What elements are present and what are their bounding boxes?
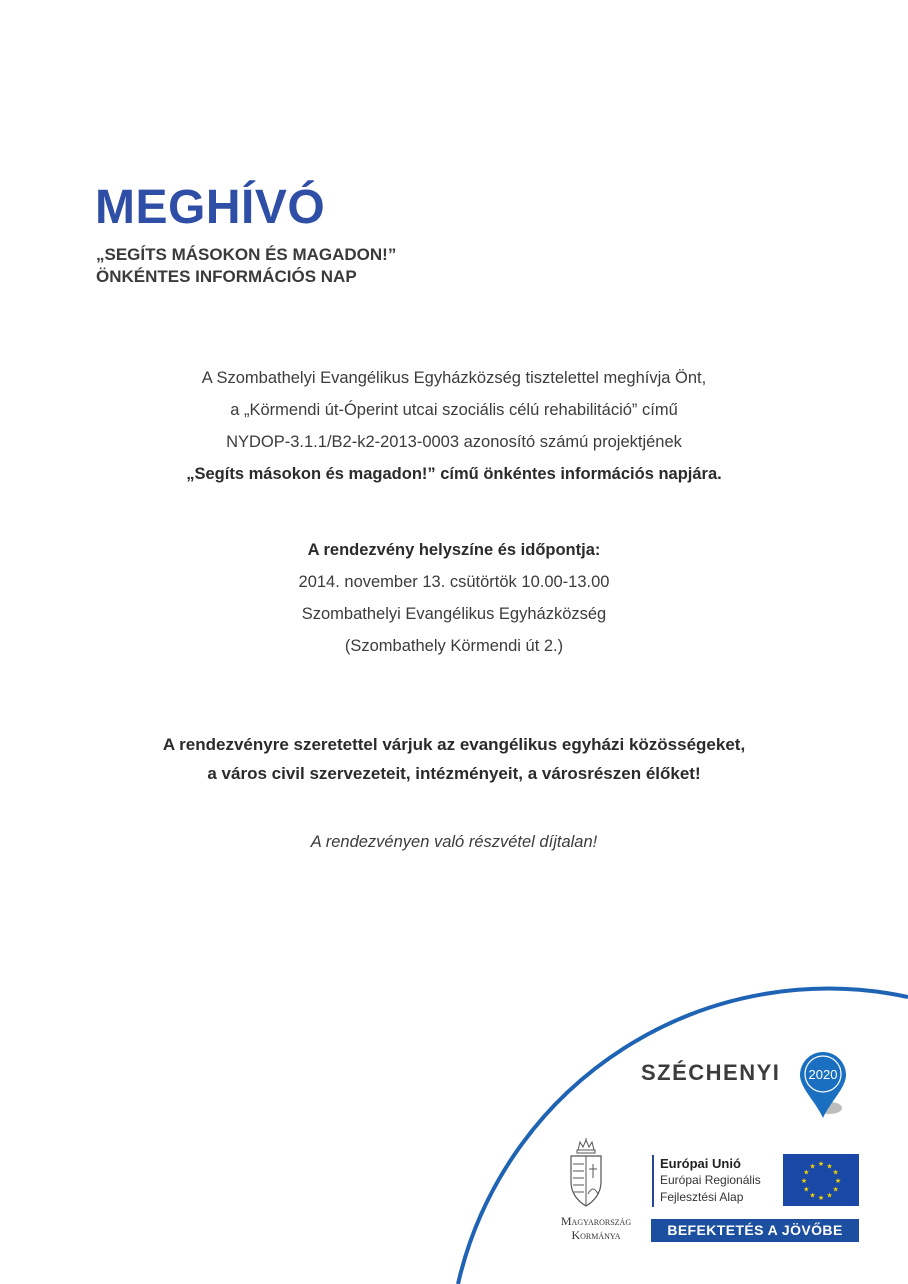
subtitle-line-1: „SEGÍTS MÁSOKON ÉS MAGADON!” bbox=[96, 245, 397, 264]
svg-text:★: ★ bbox=[803, 1185, 810, 1194]
eu-line-3: Fejlesztési Alap bbox=[660, 1190, 744, 1204]
szechenyi-pin-icon bbox=[796, 1048, 856, 1123]
eu-label bbox=[660, 1155, 761, 1206]
invest-banner: BEFEKTETÉS A JÖVŐBE bbox=[651, 1219, 859, 1242]
invitation-line-4: „Segíts másokon és magadon!” című önkéntes információs napjára. bbox=[186, 465, 722, 483]
hungarian-coat-of-arms-icon bbox=[566, 1138, 606, 1212]
svg-text:★: ★ bbox=[832, 1168, 839, 1177]
invitation-line-3: NYDOP-3.1.1/B2-k2-2013-0003 azonosító számú projektjének bbox=[226, 433, 682, 451]
szechenyi-year: 2020 bbox=[808, 1067, 838, 1082]
svg-text:★: ★ bbox=[800, 1177, 808, 1185]
free-note-text: A rendezvényen való részvétel díjtalan! bbox=[310, 833, 598, 851]
gov-line-2: Kormánya bbox=[571, 1228, 621, 1242]
invitation-text bbox=[0, 362, 908, 490]
svg-text:★: ★ bbox=[809, 1162, 816, 1171]
svg-text:★: ★ bbox=[817, 1160, 825, 1168]
free-note bbox=[0, 826, 908, 858]
svg-text:★: ★ bbox=[817, 1194, 825, 1202]
eu-divider bbox=[652, 1155, 654, 1207]
svg-text:★: ★ bbox=[826, 1162, 833, 1171]
page-title: MEGHÍVÓ bbox=[95, 181, 326, 234]
venue-address: (Szombathely Körmendi út 2.) bbox=[344, 637, 564, 655]
svg-text:★: ★ bbox=[803, 1168, 810, 1177]
eu-line-2: Európai Regionális bbox=[660, 1173, 761, 1187]
gov-line-1: Magyarország bbox=[560, 1214, 632, 1228]
svg-text:★: ★ bbox=[832, 1185, 839, 1194]
eu-flag-icon bbox=[783, 1154, 859, 1206]
invitation-line-1: A Szombathelyi Evangélikus Egyházközség tisztelettel meghívja Önt, bbox=[201, 369, 707, 387]
svg-text:★: ★ bbox=[809, 1191, 816, 1200]
government-label bbox=[534, 1214, 658, 1242]
welcome-line-1: A rendezvényre szeretettel várjuk az evangélikus egyházi közösségeket, bbox=[162, 735, 746, 754]
szechenyi-wordmark: SZÉCHENYI bbox=[641, 1060, 781, 1085]
venue-datetime: 2014. november 13. csütörtök 10.00-13.00 bbox=[298, 573, 610, 591]
venue-heading: A rendezvény helyszíne és időpontja: bbox=[307, 541, 601, 559]
venue-place: Szombathelyi Evangélikus Egyházközség bbox=[301, 605, 607, 623]
svg-text:★: ★ bbox=[826, 1191, 833, 1200]
invitation-line-2: a „Körmendi út-Óperint utcai szociális célú rehabilitáció” című bbox=[230, 401, 678, 419]
svg-text:★: ★ bbox=[834, 1177, 842, 1185]
welcome-text bbox=[0, 730, 908, 788]
eu-line-1: Európai Unió bbox=[660, 1156, 741, 1171]
venue-block bbox=[0, 534, 908, 662]
welcome-line-2: a város civil szervezeteit, intézményeit, a városrészen élőket! bbox=[207, 764, 701, 783]
subtitle bbox=[96, 244, 396, 288]
subtitle-line-2: ÖNKÉNTES INFORMÁCIÓS NAP bbox=[96, 267, 357, 286]
